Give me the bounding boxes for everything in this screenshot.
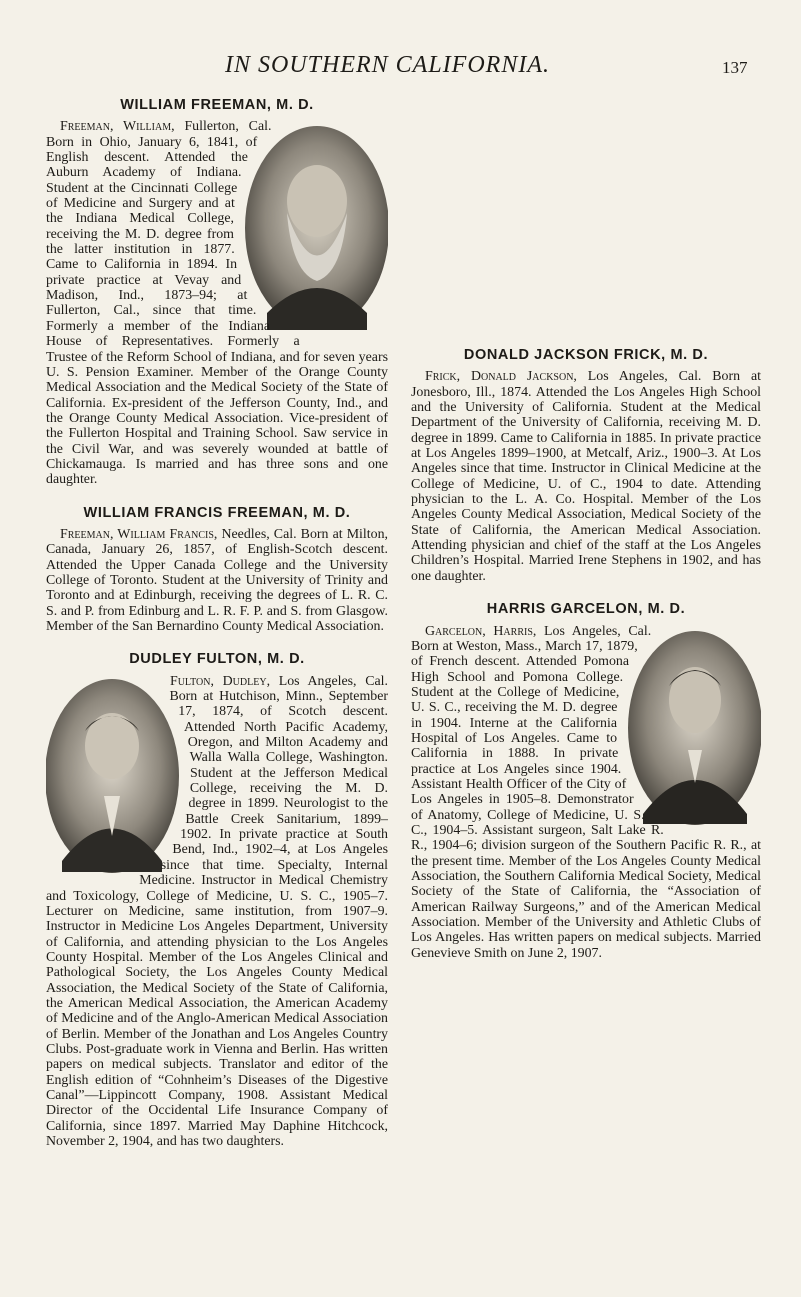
- portrait-dudley-fulton: [46, 676, 182, 876]
- entry-text: Los Angeles, Cal. Born at Hutchison, Minn., September 17, 1874, of Scotch descent. Attended North Pacific Academy, Oregon, and Milton Academy and Walla Walla College, Washington. Student at the Jefferson Medical College, receiving the M. D. degree in 1899. Neurologist to the Battle Creek Sanitarium, 1899–1902. In private practice at South Bend, Ind., 1902–4, at Los Angeles since that time. Specialty, Internal Medicine. Instructor in Medical Chemistry and Toxicology, College of Medicine, U. S. C., 1905–7. Lecturer on Medicine, same institution, from 1907–9. Instructor in Medicine Los Angeles Department, University of California, and attending physician to the Los Angeles County Hospital. Member of the Los Angeles Clinical and Pathological Society, the Los Angeles County Medical Association, the Medical Society of the State of California, the American Medical Association, the American Academy of Medicine and of the Anglo-American Medical Association of Berlin. Member of the Jonathan and Los Angeles Country Clubs. Post-graduate work in Vienna and Berlin. Has written papers on medical subjects. Translator and editor of the English edition of “Cohnheim’s Diseases of the Digestive Canal”—Lippincott Company, 1908. Assistant Medical Director of the Occidental Life Insurance Company of California, since 1897. Married May Daphine Hitchcock, November 2, 1904, and has two daughters.: [46, 673, 388, 1149]
- entry-lead: Garcelon, Harris,: [425, 623, 537, 639]
- entry-text: Los Angeles, Cal. Born at Jonesboro, Ill., 1874. Attended the Los Angeles High School and the University of California. Student at the Medical Department of the University of California, receiving M. D. degree in 1899. Came to California in 1885. In private practice at Los Angeles 1899–1900, at Metcalf, Ariz., 1900–3. At Los Angeles since that time. Instructor in Clinical Medicine at the College of Medicine, U. of C., 1904 to date. Attending physician to the L. A. Co. Hospital. Member of the Los Angeles County Medical Association, Medical Society of the State of California, the American Medical Association. Attending physician and chief of the staff at the Los Angeles Children’s Hospital. Married Irene Stephens in 1902, and has one daughter.: [411, 369, 761, 584]
- entry-lead: Frick, Donald Jackson,: [425, 369, 577, 385]
- running-head: [0, 52, 801, 92]
- entry-heading: WILLIAM FRANCIS FREEMAN, M. D.: [83, 504, 351, 521]
- running-title: IN SOUTHERN CALIFORNIA.: [225, 52, 550, 78]
- entry-heading: DUDLEY FULTON, M. D.: [129, 651, 305, 668]
- portrait-william-freeman: [242, 123, 388, 333]
- portrait-harris-garcelon: [625, 628, 761, 828]
- entry-text: Fullerton, Cal. Born in Ohio, January 6, 1841, of English descent. Attended the Auburn Academy of Indiana. Student at the Cincinnati College of Medicine and Surgery and at the Indiana Medical College, receiving the M. D. degree from the latter institution in 1877. Came to California in 1894. In private practice at Vevay and Madison, Ind., 1873–94; at Fullerton, Cal., since that time. Formerly a member of the Indiana House of Representatives. Formerly a Trustee of the Reform School of Indiana, and for seven years U. S. Pension Examiner. Member of the Orange County Medical Association and the Medical Society of the State of California. Ex-president of the Jefferson County, Ind., and the Orange County Medical Association. Vice-president of the Fullerton Hospital and Training School. Saw service in the Civil War, and was severely wounded at battle of Chickamauga. Is married and has three sons and one daughter.: [46, 119, 388, 488]
- entry-lead: Freeman, William,: [60, 119, 175, 135]
- entry-heading: WILLIAM FREEMAN, M. D.: [120, 98, 314, 113]
- entry-lead: Fulton, Dudley,: [169, 673, 271, 689]
- entry-heading: HARRIS GARCELON, M. D.: [486, 601, 686, 618]
- entry-body: [411, 369, 761, 584]
- entry-harris-garcelon: [411, 602, 761, 961]
- entry-body: [46, 527, 388, 634]
- entry-body: [46, 674, 388, 1150]
- right-column: [411, 98, 761, 1258]
- page-number: 137: [722, 58, 748, 77]
- entry-lead: Freeman, William Francis,: [60, 526, 218, 542]
- entry-body: [411, 624, 761, 962]
- entry-william-freeman: [46, 98, 388, 488]
- entry-heading: DONALD JACKSON FRICK, M. D.: [463, 347, 709, 363]
- entry-donald-jackson-frick: [411, 348, 761, 584]
- entry-body: [46, 119, 388, 487]
- left-column: [46, 98, 388, 1258]
- entry-text: Los Angeles, Cal. Born at Weston, Mass., March 17, 1879, of French descent. Attended Pomona High School and Pomona College. Student at the College of Medicine, U. S. C., receiving the M. D. degree in 1904. Interne at the California Hospital of Los Angeles. Came to California in 1888. In private practice at Los Angeles since 1904. Assistant Health Officer of the City of Los Angeles in 1905–8. Demonstrator of Anatomy, College of Medicine, U. S. C., 1904–5. Assistant surgeon, Salt Lake R. R., 1904–6; division surgeon of the Southern Pacific R. R., at the present time. Member of the Los Angeles County Medical Association, the Southern California Medical Society, Medical Society of the State of California, the “Association of American Railway Surgeons,” and of the American Medical Association. Member of the University and Athletic Clubs of Los Angeles. Has written papers on medical subjects. Married Genevieve Smith on June 2, 1907.: [411, 623, 761, 961]
- entry-william-francis-freeman: [46, 506, 388, 635]
- entry-text: Needles, Cal. Born at Milton, Canada, January 26, 1857, of English-Scotch descent. Attended the Upper Canada College and the University College of Toronto. Student at the University of Trinity and Toronto and at Edinburgh, receiving the degrees of L. R. C. S. and P. from Edinburg and L. R. F. P. and S. from Glasgow. Member of the San Bernardino County Medical Association.: [46, 526, 388, 634]
- entry-dudley-fulton: [46, 652, 388, 1149]
